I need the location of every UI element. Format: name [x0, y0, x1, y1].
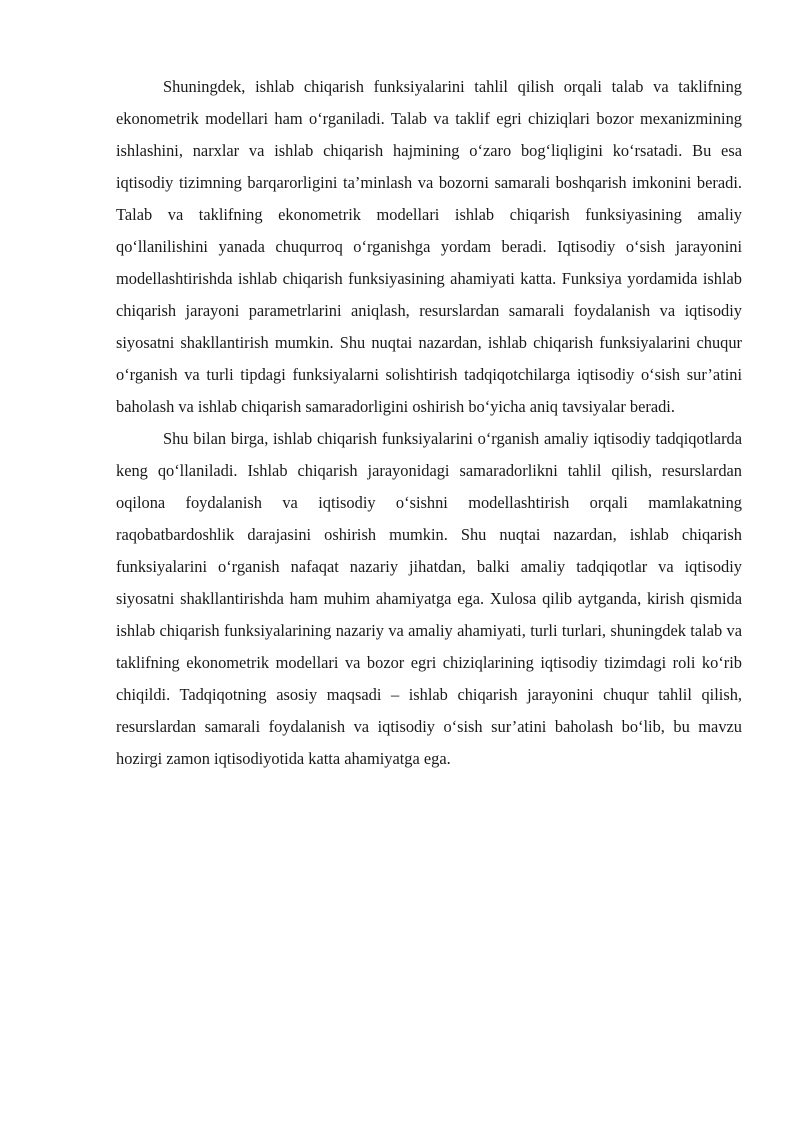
paragraph-1: Shuningdek, ishlab chiqarish funksiyalarini tahlil qilish orqali talab va taklifning ekonometrik modellari ham o‘rganiladi. Talab va taklif egri chiziqlari bozor mexanizmining ishlashini, narxlar va ishlab chiqarish hajmining o‘zaro bog‘liqligini ko‘rsatadi. Bu esa iqtisodiy tizimning barqarorligini ta’minlash va bozorni samarali boshqarish imkonini beradi. Talab va taklifning ekonometrik modellari ishlab chiqarish funksiyasining amaliy qo‘llanilishini yanada chuqurroq o‘rganishga yordam beradi. Iqtisodiy o‘sish jarayonini modellashtirishda ishlab chiqarish funksiyasining ahamiyati katta. Funksiya yordamida ishlab chiqarish jarayoni parametrlarini aniqlash, resurslardan samarali foydalanish va iqtisodiy siyosatni shakllantirish mumkin. Shu nuqtai nazardan, ishlab chiqarish funksiyalarini chuqur o‘rganish va turli tipdagi funksiyalarni solishtirish tadqiqotchilarga iqtisodiy o‘sish sur’atini baholash va ishlab chiqarish samaradorligini oshirish bo‘yicha aniq tavsiyalar beradi.	[116, 77, 742, 416]
paragraph-2: Shu bilan birga, ishlab chiqarish funksiyalarini o‘rganish amaliy iqtisodiy tadqiqotlarda keng qo‘llaniladi. Ishlab chiqarish jarayonidagi samaradorlikni tahlil qilish, resurslardan oqilona foydalanish va iqtisodiy o‘sishni modellashtirish orqali mamlakatning raqobatbardoshlik darajasini oshirish mumkin. Shu nuqtai nazardan, ishlab chiqarish funksiyalarini o‘rganish nafaqat nazariy jihatdan, balki amaliy tadqiqotlar va iqtisodiy siyosatni shakllantirishda ham muhim ahamiyatga ega. Xulosa qilib aytganda, kirish qismida ishlab chiqarish funksiyalarining nazariy va amaliy ahamiyati, turli turlari, shuningdek talab va taklifning ekonometrik modellari va bozor egri chiziqlarining iqtisodiy tizimdagi roli ko‘rib chiqildi. Tadqiqotning asosiy maqsadi – ishlab chiqarish jarayonini chuqur tahlil qilish, resurslardan samarali foydalanish va iqtisodiy o‘sish sur’atini baholash bo‘lib, bu mavzu hozirgi zamon iqtisodiyotida katta ahamiyatga ega.	[116, 429, 742, 768]
body-text	[116, 71, 742, 775]
